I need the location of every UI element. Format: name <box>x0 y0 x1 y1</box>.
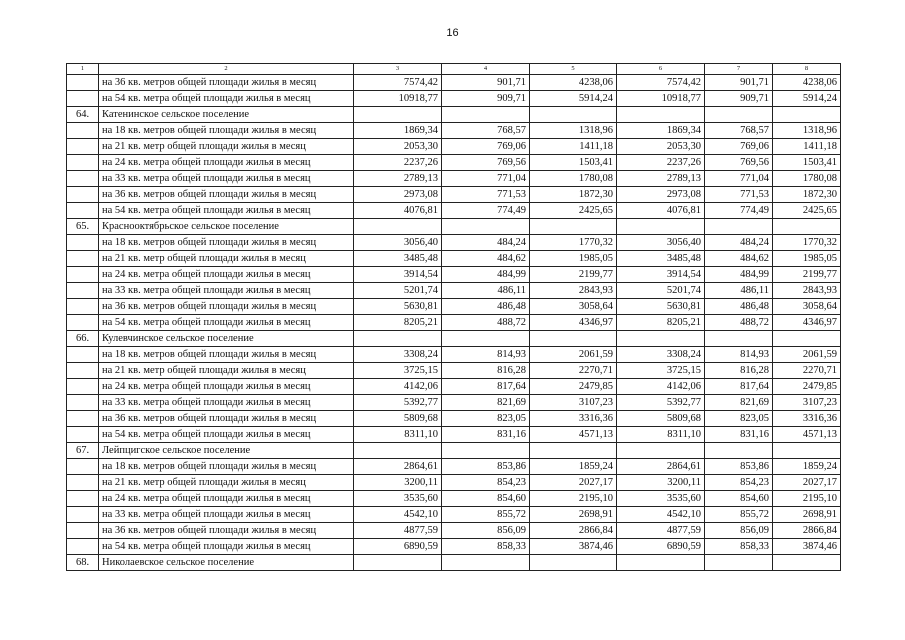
value-cell: 3056,40 <box>354 235 442 251</box>
value-cell: 817,64 <box>442 379 530 395</box>
value-cell: 831,16 <box>442 427 530 443</box>
table-row <box>67 171 841 187</box>
value-cell: 2270,71 <box>530 363 617 379</box>
table-row <box>67 347 841 363</box>
value-cell: 4142,06 <box>617 379 705 395</box>
value-cell: 2698,91 <box>773 507 841 523</box>
value-cell: 7574,42 <box>617 75 705 91</box>
value-cell: 2061,59 <box>773 347 841 363</box>
empty-cell <box>617 107 705 123</box>
empty-cell <box>442 107 530 123</box>
row-number-cell <box>67 347 99 363</box>
row-number-cell <box>67 523 99 539</box>
table-row <box>67 155 841 171</box>
value-cell: 8205,21 <box>354 315 442 331</box>
value-cell: 3725,15 <box>617 363 705 379</box>
empty-cell <box>530 107 617 123</box>
row-number-cell <box>67 155 99 171</box>
value-cell: 3535,60 <box>617 491 705 507</box>
row-label: на 18 кв. метров общей площади жилья в месяц <box>99 459 354 475</box>
value-cell: 5201,74 <box>617 283 705 299</box>
value-cell: 1780,08 <box>530 171 617 187</box>
table-row <box>67 539 841 555</box>
table-row <box>67 187 841 203</box>
value-cell: 484,24 <box>442 235 530 251</box>
value-cell: 2843,93 <box>530 283 617 299</box>
value-cell: 3725,15 <box>354 363 442 379</box>
value-cell: 854,23 <box>442 475 530 491</box>
value-cell: 2027,17 <box>773 475 841 491</box>
table-row <box>67 411 841 427</box>
value-cell: 858,33 <box>442 539 530 555</box>
empty-cell <box>773 555 841 571</box>
value-cell: 2053,30 <box>354 139 442 155</box>
value-cell: 484,99 <box>442 267 530 283</box>
table-row <box>67 459 841 475</box>
value-cell: 5914,24 <box>773 91 841 107</box>
value-cell: 1985,05 <box>530 251 617 267</box>
value-cell: 854,23 <box>705 475 773 491</box>
value-cell: 909,71 <box>705 91 773 107</box>
row-number-cell <box>67 251 99 267</box>
section-title: Краснооктябрьское сельское поселение <box>99 219 354 235</box>
empty-cell <box>442 331 530 347</box>
row-label: на 36 кв. метров общей площади жилья в месяц <box>99 187 354 203</box>
table-row <box>67 139 841 155</box>
empty-cell <box>705 555 773 571</box>
value-cell: 821,69 <box>442 395 530 411</box>
value-cell: 5392,77 <box>354 395 442 411</box>
value-cell: 10918,77 <box>617 91 705 107</box>
value-cell: 2027,17 <box>530 475 617 491</box>
table-row <box>67 203 841 219</box>
row-number-cell <box>67 379 99 395</box>
value-cell: 8205,21 <box>617 315 705 331</box>
table-row <box>67 235 841 251</box>
empty-cell <box>530 555 617 571</box>
value-cell: 6890,59 <box>354 539 442 555</box>
row-number-cell <box>67 507 99 523</box>
section-row <box>67 555 841 571</box>
value-cell: 5809,68 <box>617 411 705 427</box>
value-cell: 3200,11 <box>354 475 442 491</box>
row-number-cell <box>67 299 99 315</box>
value-cell: 3914,54 <box>617 267 705 283</box>
row-number-cell <box>67 187 99 203</box>
table-row <box>67 299 841 315</box>
value-cell: 3056,40 <box>617 235 705 251</box>
empty-cell <box>530 443 617 459</box>
column-number-cell: 1 <box>67 64 99 75</box>
value-cell: 1411,18 <box>773 139 841 155</box>
value-cell: 3874,46 <box>530 539 617 555</box>
section-row <box>67 331 841 347</box>
value-cell: 774,49 <box>442 203 530 219</box>
value-cell: 1985,05 <box>773 251 841 267</box>
value-cell: 769,56 <box>705 155 773 171</box>
value-cell: 486,11 <box>705 283 773 299</box>
empty-cell <box>354 219 442 235</box>
value-cell: 814,93 <box>705 347 773 363</box>
section-row <box>67 443 841 459</box>
row-label: на 21 кв. метр общей площади жилья в месяц <box>99 363 354 379</box>
row-label: на 18 кв. метров общей площади жилья в месяц <box>99 123 354 139</box>
row-number-cell <box>67 267 99 283</box>
table-body <box>67 64 841 571</box>
value-cell: 1411,18 <box>530 139 617 155</box>
row-number-cell <box>67 395 99 411</box>
value-cell: 4542,10 <box>617 507 705 523</box>
row-number-cell <box>67 283 99 299</box>
value-cell: 856,09 <box>705 523 773 539</box>
value-cell: 1859,24 <box>773 459 841 475</box>
table-row <box>67 91 841 107</box>
empty-cell <box>773 331 841 347</box>
value-cell: 854,60 <box>442 491 530 507</box>
value-cell: 855,72 <box>705 507 773 523</box>
value-cell: 2053,30 <box>617 139 705 155</box>
row-number-cell <box>67 539 99 555</box>
value-cell: 4877,59 <box>617 523 705 539</box>
value-cell: 2425,65 <box>773 203 841 219</box>
table-row <box>67 315 841 331</box>
value-cell: 5630,81 <box>354 299 442 315</box>
value-cell: 2789,13 <box>354 171 442 187</box>
value-cell: 5630,81 <box>617 299 705 315</box>
row-label: на 21 кв. метр общей площади жилья в месяц <box>99 139 354 155</box>
row-label: на 33 кв. метра общей площади жилья в месяц <box>99 283 354 299</box>
value-cell: 3485,48 <box>617 251 705 267</box>
value-cell: 4542,10 <box>354 507 442 523</box>
table-row <box>67 475 841 491</box>
value-cell: 10918,77 <box>354 91 442 107</box>
value-cell: 901,71 <box>705 75 773 91</box>
value-cell: 488,72 <box>442 315 530 331</box>
column-number-cell: 2 <box>99 64 354 75</box>
section-title: Кулевчинское сельское поселение <box>99 331 354 347</box>
value-cell: 823,05 <box>705 411 773 427</box>
table-row <box>67 363 841 379</box>
value-cell: 1770,32 <box>530 235 617 251</box>
value-cell: 4076,81 <box>354 203 442 219</box>
empty-cell <box>354 331 442 347</box>
table-row <box>67 507 841 523</box>
value-cell: 855,72 <box>442 507 530 523</box>
table-row <box>67 427 841 443</box>
value-cell: 2973,08 <box>617 187 705 203</box>
value-cell: 3316,36 <box>773 411 841 427</box>
value-cell: 769,06 <box>705 139 773 155</box>
row-number-cell <box>67 203 99 219</box>
row-label: на 24 кв. метра общей площади жилья в месяц <box>99 155 354 171</box>
table-row <box>67 523 841 539</box>
row-number-cell <box>67 235 99 251</box>
table-row <box>67 267 841 283</box>
value-cell: 817,64 <box>705 379 773 395</box>
value-cell: 2973,08 <box>354 187 442 203</box>
empty-cell <box>354 107 442 123</box>
table-row <box>67 251 841 267</box>
value-cell: 3308,24 <box>617 347 705 363</box>
empty-cell <box>617 443 705 459</box>
empty-cell <box>773 107 841 123</box>
column-number-cell: 8 <box>773 64 841 75</box>
value-cell: 484,62 <box>705 251 773 267</box>
row-number-cell <box>67 475 99 491</box>
value-cell: 2425,65 <box>530 203 617 219</box>
section-title: Николаевское сельское поселение <box>99 555 354 571</box>
table-row <box>67 75 841 91</box>
value-cell: 484,24 <box>705 235 773 251</box>
empty-cell <box>705 107 773 123</box>
value-cell: 3316,36 <box>530 411 617 427</box>
value-cell: 2270,71 <box>773 363 841 379</box>
value-cell: 771,53 <box>705 187 773 203</box>
value-cell: 2479,85 <box>773 379 841 395</box>
value-cell: 1503,41 <box>530 155 617 171</box>
value-cell: 4238,06 <box>773 75 841 91</box>
empty-cell <box>530 331 617 347</box>
row-number-cell <box>67 411 99 427</box>
value-cell: 3200,11 <box>617 475 705 491</box>
value-cell: 1770,32 <box>773 235 841 251</box>
value-cell: 2195,10 <box>773 491 841 507</box>
value-cell: 4076,81 <box>617 203 705 219</box>
value-cell: 1318,96 <box>530 123 617 139</box>
value-cell: 4346,97 <box>773 315 841 331</box>
value-cell: 3914,54 <box>354 267 442 283</box>
row-label: на 36 кв. метров общей площади жилья в месяц <box>99 411 354 427</box>
value-cell: 769,06 <box>442 139 530 155</box>
value-cell: 771,04 <box>442 171 530 187</box>
row-label: на 24 кв. метра общей площади жилья в месяц <box>99 267 354 283</box>
row-label: на 54 кв. метра общей площади жилья в месяц <box>99 539 354 555</box>
value-cell: 1503,41 <box>773 155 841 171</box>
empty-cell <box>354 443 442 459</box>
value-cell: 486,11 <box>442 283 530 299</box>
value-cell: 2866,84 <box>773 523 841 539</box>
value-cell: 4142,06 <box>354 379 442 395</box>
empty-cell <box>617 331 705 347</box>
value-cell: 821,69 <box>705 395 773 411</box>
row-label: на 54 кв. метра общей площади жилья в месяц <box>99 203 354 219</box>
empty-cell <box>705 219 773 235</box>
section-number: 64. <box>67 107 99 123</box>
column-number-cell: 6 <box>617 64 705 75</box>
value-cell: 2199,77 <box>773 267 841 283</box>
empty-cell <box>617 555 705 571</box>
value-cell: 3874,46 <box>773 539 841 555</box>
value-cell: 853,86 <box>442 459 530 475</box>
value-cell: 3107,23 <box>530 395 617 411</box>
value-cell: 2061,59 <box>530 347 617 363</box>
value-cell: 3107,23 <box>773 395 841 411</box>
column-number-cell: 3 <box>354 64 442 75</box>
value-cell: 2864,61 <box>617 459 705 475</box>
row-number-cell <box>67 491 99 507</box>
row-label: на 54 кв. метра общей площади жилья в месяц <box>99 315 354 331</box>
empty-cell <box>442 219 530 235</box>
empty-cell <box>705 443 773 459</box>
table-row <box>67 379 841 395</box>
column-number-cell: 5 <box>530 64 617 75</box>
value-cell: 2479,85 <box>530 379 617 395</box>
row-label: на 24 кв. метра общей площади жилья в месяц <box>99 379 354 395</box>
value-cell: 823,05 <box>442 411 530 427</box>
value-cell: 2199,77 <box>530 267 617 283</box>
value-cell: 2789,13 <box>617 171 705 187</box>
section-number: 65. <box>67 219 99 235</box>
value-cell: 486,48 <box>705 299 773 315</box>
empty-cell <box>705 331 773 347</box>
row-label: на 36 кв. метров общей площади жилья в месяц <box>99 523 354 539</box>
value-cell: 2237,26 <box>354 155 442 171</box>
section-row <box>67 219 841 235</box>
value-cell: 8311,10 <box>617 427 705 443</box>
value-cell: 858,33 <box>705 539 773 555</box>
row-number-cell <box>67 139 99 155</box>
value-cell: 768,57 <box>442 123 530 139</box>
section-number: 67. <box>67 443 99 459</box>
value-cell: 2195,10 <box>530 491 617 507</box>
row-label: на 33 кв. метра общей площади жилья в месяц <box>99 395 354 411</box>
section-number: 66. <box>67 331 99 347</box>
value-cell: 5914,24 <box>530 91 617 107</box>
value-cell: 831,16 <box>705 427 773 443</box>
value-cell: 771,04 <box>705 171 773 187</box>
row-label: на 33 кв. метра общей площади жилья в месяц <box>99 507 354 523</box>
row-number-cell <box>67 315 99 331</box>
value-cell: 1318,96 <box>773 123 841 139</box>
value-cell: 3535,60 <box>354 491 442 507</box>
value-cell: 488,72 <box>705 315 773 331</box>
section-row <box>67 107 841 123</box>
page-number: 16 <box>446 27 459 39</box>
table-row <box>67 395 841 411</box>
value-cell: 854,60 <box>705 491 773 507</box>
table-row <box>67 123 841 139</box>
value-cell: 1869,34 <box>617 123 705 139</box>
value-cell: 3058,64 <box>773 299 841 315</box>
row-number-cell <box>67 123 99 139</box>
row-number-cell <box>67 427 99 443</box>
value-cell: 4571,13 <box>773 427 841 443</box>
value-cell: 1780,08 <box>773 171 841 187</box>
section-title: Лейпцигское сельское поселение <box>99 443 354 459</box>
value-cell: 769,56 <box>442 155 530 171</box>
row-label: на 54 кв. метра общей площади жилья в месяц <box>99 427 354 443</box>
value-cell: 484,62 <box>442 251 530 267</box>
table-row <box>67 283 841 299</box>
value-cell: 3308,24 <box>354 347 442 363</box>
value-cell: 1872,30 <box>773 187 841 203</box>
row-number-cell <box>67 75 99 91</box>
value-cell: 3485,48 <box>354 251 442 267</box>
empty-cell <box>354 555 442 571</box>
section-number: 68. <box>67 555 99 571</box>
empty-cell <box>530 219 617 235</box>
value-cell: 4238,06 <box>530 75 617 91</box>
value-cell: 4877,59 <box>354 523 442 539</box>
value-cell: 4346,97 <box>530 315 617 331</box>
value-cell: 1869,34 <box>354 123 442 139</box>
row-number-cell <box>67 459 99 475</box>
value-cell: 901,71 <box>442 75 530 91</box>
value-cell: 2843,93 <box>773 283 841 299</box>
value-cell: 2698,91 <box>530 507 617 523</box>
row-number-cell <box>67 171 99 187</box>
value-cell: 5809,68 <box>354 411 442 427</box>
row-label: на 36 кв. метров общей площади жилья в месяц <box>99 299 354 315</box>
value-cell: 2237,26 <box>617 155 705 171</box>
value-cell: 6890,59 <box>617 539 705 555</box>
value-cell: 771,53 <box>442 187 530 203</box>
value-cell: 774,49 <box>705 203 773 219</box>
section-title: Катенинское сельское поселение <box>99 107 354 123</box>
value-cell: 7574,42 <box>354 75 442 91</box>
column-number-row <box>67 64 841 75</box>
row-label: на 21 кв. метр общей площади жилья в месяц <box>99 251 354 267</box>
empty-cell <box>773 443 841 459</box>
value-cell: 909,71 <box>442 91 530 107</box>
value-cell: 853,86 <box>705 459 773 475</box>
row-label: на 36 кв. метров общей площади жилья в месяц <box>99 75 354 91</box>
row-number-cell <box>67 363 99 379</box>
tariff-table <box>66 63 841 571</box>
empty-cell <box>617 219 705 235</box>
row-label: на 18 кв. метров общей площади жилья в месяц <box>99 347 354 363</box>
empty-cell <box>442 443 530 459</box>
value-cell: 768,57 <box>705 123 773 139</box>
row-label: на 54 кв. метра общей площади жилья в месяц <box>99 91 354 107</box>
row-label: на 18 кв. метров общей площади жилья в месяц <box>99 235 354 251</box>
column-number-cell: 7 <box>705 64 773 75</box>
value-cell: 3058,64 <box>530 299 617 315</box>
table-row <box>67 491 841 507</box>
value-cell: 1859,24 <box>530 459 617 475</box>
value-cell: 816,28 <box>705 363 773 379</box>
row-label: на 24 кв. метра общей площади жилья в месяц <box>99 491 354 507</box>
value-cell: 486,48 <box>442 299 530 315</box>
value-cell: 8311,10 <box>354 427 442 443</box>
value-cell: 816,28 <box>442 363 530 379</box>
value-cell: 814,93 <box>442 347 530 363</box>
column-number-cell: 4 <box>442 64 530 75</box>
row-label: на 33 кв. метра общей площади жилья в месяц <box>99 171 354 187</box>
value-cell: 5392,77 <box>617 395 705 411</box>
value-cell: 2864,61 <box>354 459 442 475</box>
row-number-cell <box>67 91 99 107</box>
value-cell: 1872,30 <box>530 187 617 203</box>
empty-cell <box>442 555 530 571</box>
row-label: на 21 кв. метр общей площади жилья в месяц <box>99 475 354 491</box>
value-cell: 2866,84 <box>530 523 617 539</box>
empty-cell <box>773 219 841 235</box>
value-cell: 856,09 <box>442 523 530 539</box>
value-cell: 4571,13 <box>530 427 617 443</box>
value-cell: 484,99 <box>705 267 773 283</box>
value-cell: 5201,74 <box>354 283 442 299</box>
